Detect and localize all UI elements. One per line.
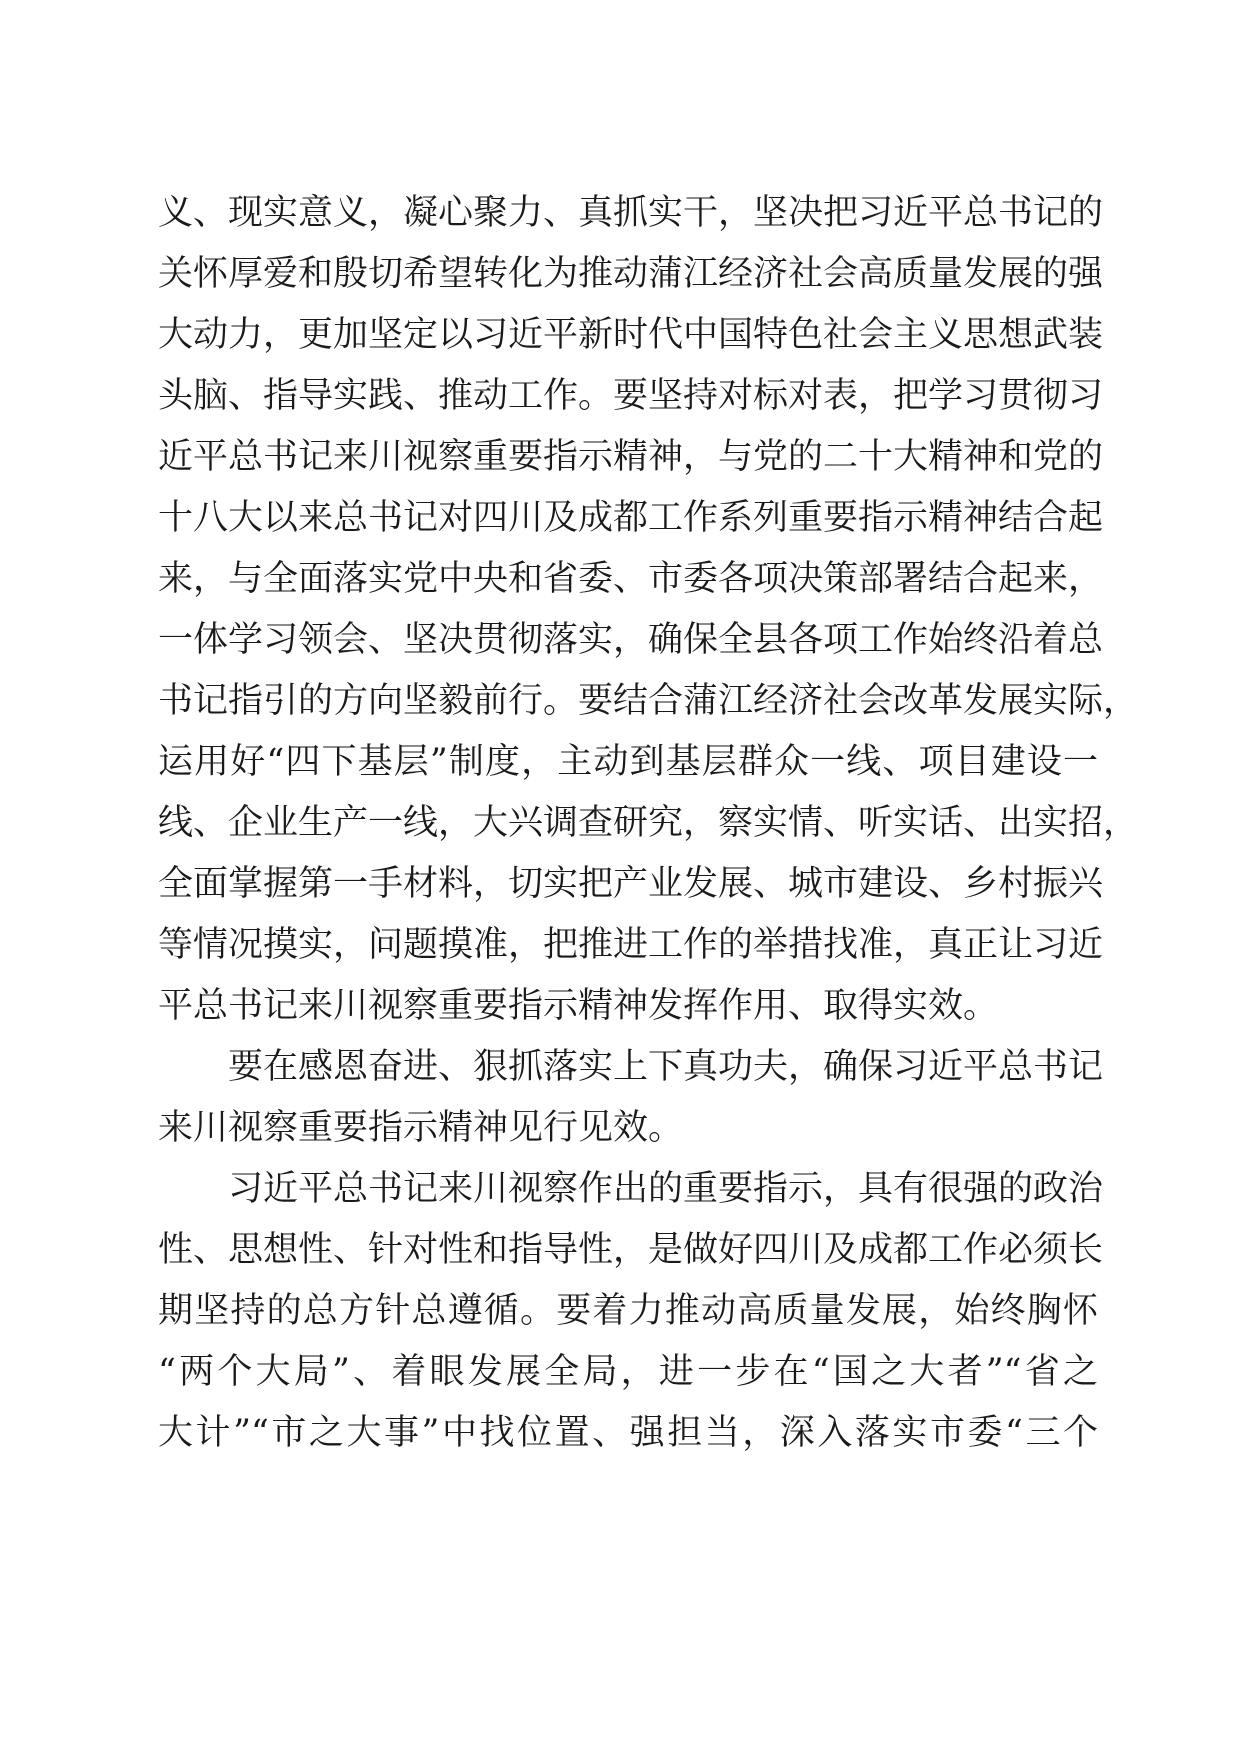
body-text-line: 全面掌握第一手材料，切实把产业发展、城市建设、乡村振兴 (158, 864, 1104, 904)
body-text-line: 义、现实意义，凝心聚力、真抓实干，坚决把习近平总书记的 (158, 193, 1104, 233)
body-text-line: “两个大局”、着眼发展全局，进一步在“国之大者”“省之 (158, 1352, 1098, 1392)
body-text-line: 近平总书记来川视察重要指示精神，与党的二十大精神和党的 (158, 437, 1104, 477)
body-text-line: 头脑、指导实践、推动工作。要坚持对标对表，把学习贯彻习 (158, 376, 1104, 416)
body-text-line: 期坚持的总方针总遵循。要着力推动高质量发展，始终胸怀 (158, 1291, 1098, 1331)
body-text-line: 大计”“市之大事”中找位置、强担当，深入落实市委“三个 (158, 1413, 1098, 1453)
body-text-line: 等情况摸实，问题摸准，把推进工作的举措找准，真正让习近 (158, 925, 1104, 965)
body-text-line: 运用好“四下基层”制度，主动到基层群众一线、项目建设一 (158, 742, 1098, 782)
body-text-line: 来川视察重要指示精神见行见效。 (158, 1108, 684, 1148)
body-text-line: 平总书记来川视察重要指示精神发挥作用、取得实效。 (158, 986, 999, 1026)
body-text-line: 性、思想性、针对性和指导性，是做好四川及成都工作必须长 (158, 1230, 1104, 1270)
body-text-line: 一体学习领会、坚决贯彻落实，确保全县各项工作始终沿着总 (158, 620, 1104, 660)
body-text-line: 关怀厚爱和殷切希望转化为推动蒲江经济社会高质量发展的强 (158, 254, 1104, 294)
body-text-line: 大动力，更加坚定以习近平新时代中国特色社会主义思想武装 (158, 315, 1104, 355)
body-text-line: 线、企业生产一线，大兴调查研究，察实情、听实话、出实招， (158, 803, 1139, 843)
body-text-line: 十八大以来总书记对四川及成都工作系列重要指示精神结合起 (158, 498, 1104, 538)
paragraph-first-line: 要在感恩奋进、狠抓落实上下真功夫，确保习近平总书记 (228, 1047, 1104, 1087)
paragraph-first-line: 习近平总书记来川视察作出的重要指示，具有很强的政治 (228, 1169, 1104, 1209)
body-text-line: 书记指引的方向坚毅前行。要结合蒲江经济社会改革发展实际， (158, 681, 1139, 721)
body-text-line: 来，与全面落实党中央和省委、市委各项决策部署结合起来， (158, 559, 1104, 599)
